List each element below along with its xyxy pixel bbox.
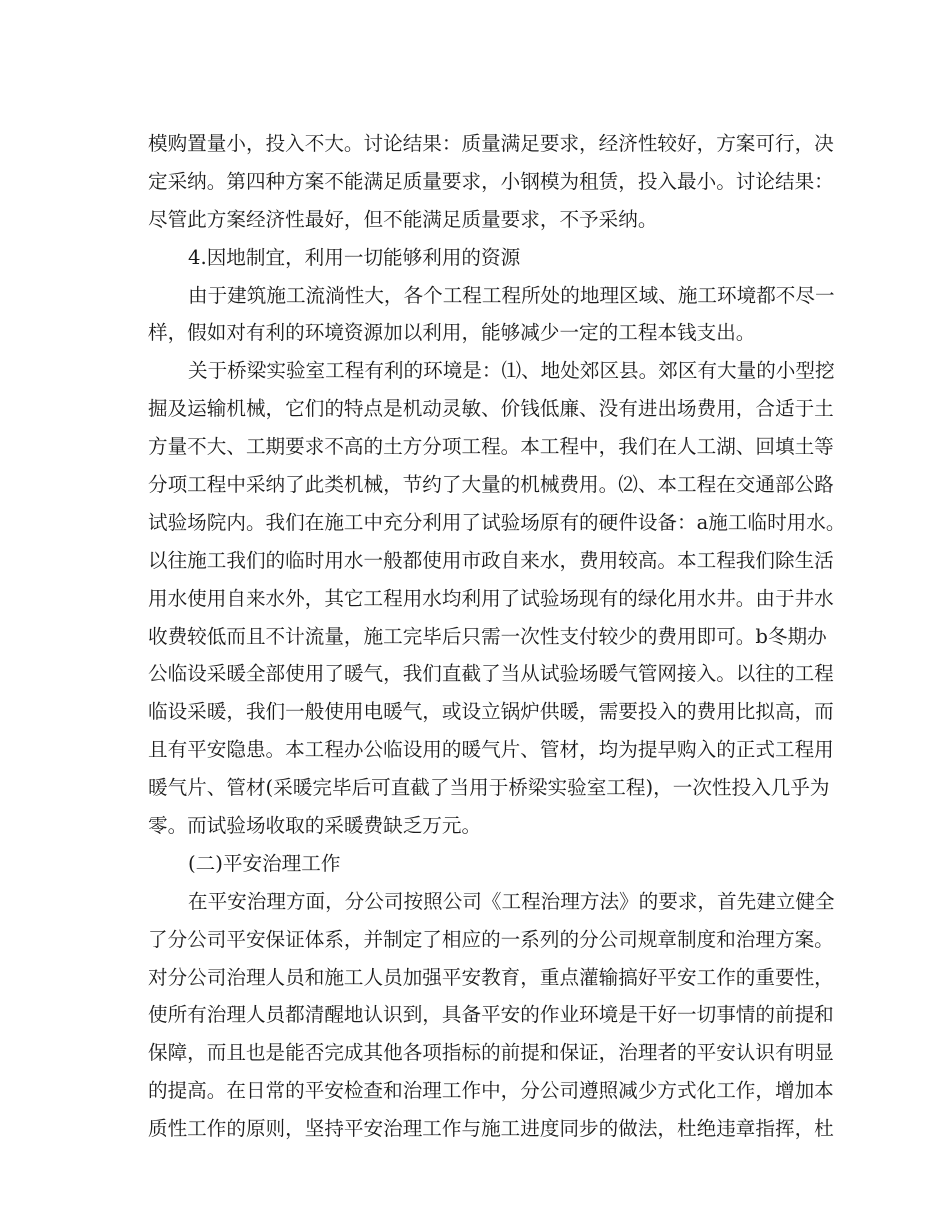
text-line: 样，假如对有利的环境资源加以利用，能够减少一定的工程本钱支出。 [148, 321, 756, 345]
text-line: 用水使用自来水外，其它工程用水均利用了试验场现有的绿化用水井。由于井水 [148, 586, 834, 610]
section-heading: 4.因地制宜，利用一切能够利用的资源 [188, 245, 521, 269]
text-line: 试验场院内。我们在施工中充分利用了试验场原有的硬件设备：a施工临时用水。 [148, 510, 846, 534]
text-line: 且有平安隐患。本工程办公临设用的暖气片、管材，均为提早购入的正式工程用 [148, 738, 834, 762]
text-line: 临设采暖，我们一般使用电暖气，或设立锅炉供暖，需要投入的费用比拟高，而 [148, 700, 834, 724]
text-line: 收费较低而且不计流量，施工完毕后只需一次性支付较少的费用即可。b冬期办 [148, 624, 827, 648]
text-line: 在平安治理方面，分公司按照公司《工程治理方法》的要求，首先建立健全 [188, 889, 835, 913]
text-line: 了分公司平安保证体系，并制定了相应的一系列的分公司规章制度和治理方案。 [148, 927, 834, 951]
text-line: 定采纳。第四种方案不能满足质量要求，小钢模为租赁，投入最小。讨论结果： [148, 169, 834, 193]
text-line: 的提高。在日常的平安检查和治理工作中，分公司遵照减少方式化工作，增加本 [148, 1079, 834, 1103]
text-line: 保障，而且也是能否完成其他各项指标的前提和保证，治理者的平安认识有明显 [148, 1041, 834, 1065]
text-line: 尽管此方案经济性最好，但不能满足质量要求，不予采纳。 [148, 207, 658, 231]
text-line: 方量不大、工期要求不高的土方分项工程。本工程中，我们在人工湖、回填土等 [148, 435, 834, 459]
text-line: 由于建筑施工流淌性大，各个工程工程所处的地理区域、施工环境都不尽一 [188, 283, 835, 307]
text-line: 模购置量小，投入不大。讨论结果：质量满足要求，经济性较好，方案可行，决 [148, 132, 834, 155]
document-body [148, 125, 846, 1148]
text-line: 关于桥梁实验室工程有利的环境是：⑴、地处郊区县。郊区有大量的小型挖 [188, 359, 835, 383]
text-line: 分项工程中采纳了此类机械，节约了大量的机械费用。⑵、本工程在交通部公路 [148, 473, 834, 497]
section-heading: (二)平安治理工作 [188, 851, 341, 875]
text-line: 掘及运输机械，它们的特点是机动灵敏、价钱低廉、没有进出场费用，合适于土 [148, 397, 834, 421]
text-line: 暖气片、管材(采暖完毕后可直截了当用于桥梁实验室工程)，一次性投入几乎为 [148, 776, 830, 800]
text-line: 零。而试验场收取的采暖费缺乏万元。 [148, 814, 482, 838]
text-line: 质性工作的原则，坚持平安治理工作与施工进度同步的做法，杜绝违章指挥，杜 [148, 1117, 834, 1141]
text-line: 使所有治理人员都清醒地认识到，具备平安的作业环境是干好一切事情的前提和 [148, 1003, 834, 1027]
text-line: 公临设采暖全部使用了暖气，我们直截了当从试验场暖气管网接入。以往的工程 [148, 662, 834, 686]
text-line: 以往施工我们的临时用水一般都使用市政自来水，费用较高。本工程我们除生活 [148, 548, 834, 572]
text-line: 对分公司治理人员和施工人员加强平安教育，重点灌输搞好平安工作的重要性， [148, 965, 834, 989]
